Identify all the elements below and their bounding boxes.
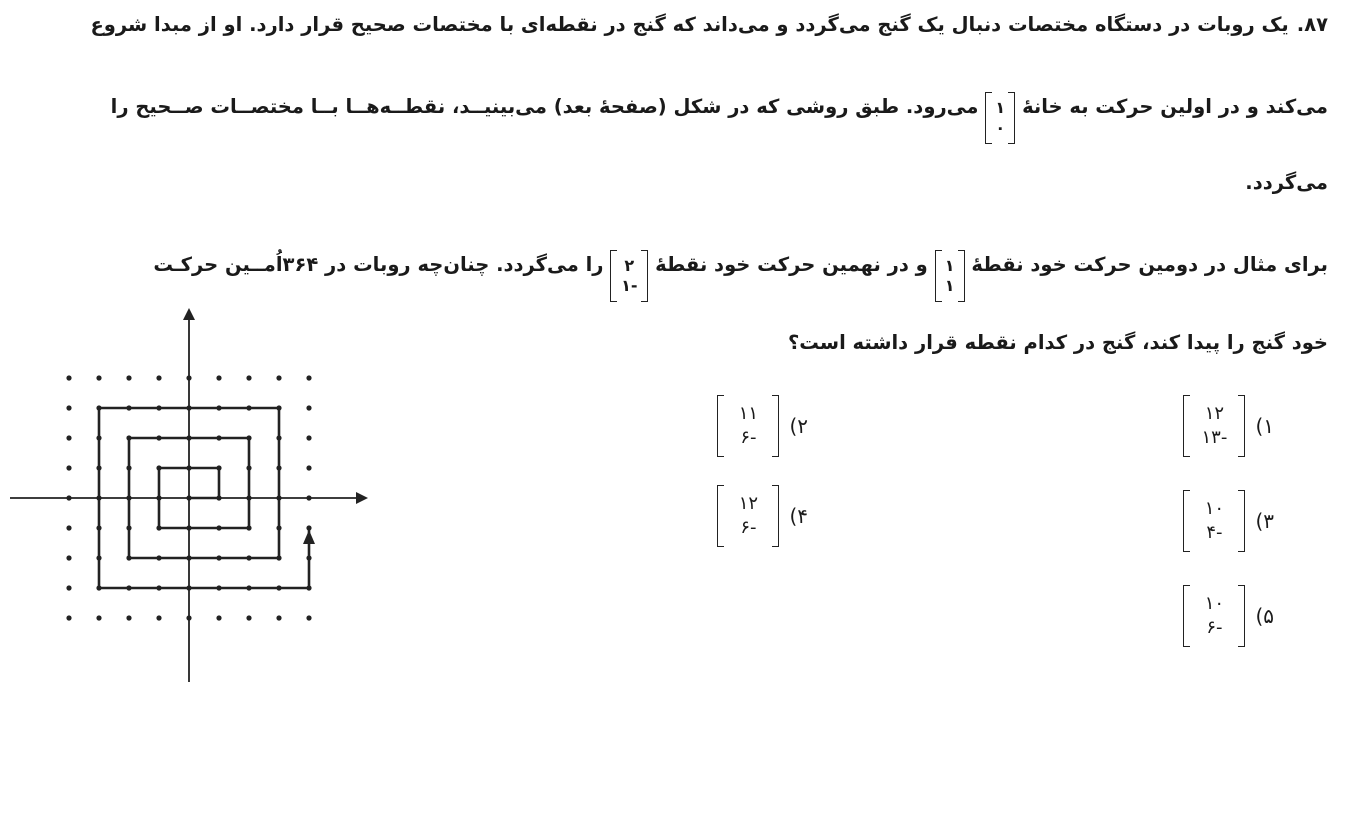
option-label: ۵) (1255, 604, 1274, 628)
grid-dot (66, 555, 71, 560)
vector-top: ۱ (944, 256, 955, 275)
grid-dot (276, 375, 281, 380)
option-vector (717, 485, 779, 547)
grid-dot (66, 375, 71, 380)
grid-dot (66, 405, 71, 410)
vector-bottom: ۱ (944, 276, 955, 295)
grid-dot (66, 585, 71, 590)
option-3[interactable] (1183, 490, 1274, 552)
question-line-2 (111, 92, 1328, 144)
option-5[interactable] (1183, 585, 1274, 647)
question-line-5 (788, 328, 1328, 358)
question-text-4b: و در نهمین حرکت خود نقطهٔ (655, 253, 928, 276)
question-line-4 (153, 250, 1328, 302)
grid-dot (306, 375, 311, 380)
grid-dot (126, 615, 131, 620)
question-line-1 (90, 10, 1328, 40)
option-vector (1183, 585, 1245, 647)
question-text-3: می‌گردد. (1245, 171, 1328, 194)
grid-dot (246, 615, 251, 620)
option-bottom: -۶ (1206, 617, 1223, 638)
grid-dot (306, 405, 311, 410)
question-text-4a: برای مثال در دومین حرکت خود نقطهٔ (971, 253, 1328, 276)
option-top: ۱۰ (1204, 498, 1225, 519)
grid-dot (216, 375, 221, 380)
option-label: ۴) (789, 504, 808, 528)
grid-dot (306, 615, 311, 620)
option-bottom: -۶ (740, 517, 757, 538)
question-text-2b: می‌رود. طبق روشی که در شکل (صفحهٔ بعد) می‌بینیــد، نقطــه‌هــا بــا مختصــات صــحیح را (110, 95, 979, 118)
question-text-2a: می‌کند و در اولین حرکت به خانهٔ (1022, 95, 1328, 118)
option-label: ۲) (789, 414, 808, 438)
option-vector (1183, 490, 1245, 552)
grid-dot (66, 525, 71, 530)
option-bottom: -۴ (1206, 522, 1223, 543)
question-text-1: یک روبات در دستگاه مختصات دنبال یک گنج می‌گردد و می‌داند که گنج در نقطه‌ای با مختصات صحیح قرار دارد. او از مبدا شروع (90, 13, 1289, 36)
grid-dot (246, 375, 251, 380)
vector-second-move (935, 250, 965, 302)
option-1[interactable] (1183, 395, 1274, 457)
vector-bottom: ۰ (995, 118, 1006, 137)
y-axis-arrow-icon (183, 308, 195, 320)
grid-dot (126, 375, 131, 380)
grid-dot (96, 615, 101, 620)
vector-ninth-move (610, 250, 648, 302)
question-text-5: خود گنج را پیدا کند، گنج در کدام نقطه قرار داشته است؟ (787, 331, 1328, 354)
vector-first-move (985, 92, 1015, 144)
grid-dot (156, 615, 161, 620)
option-4[interactable] (717, 485, 808, 547)
question-text-4c: را می‌گردد. چنان‌چه روبات در ۳۶۴اُمــین حرکـت (153, 253, 604, 276)
grid-dot (96, 375, 101, 380)
x-axis-arrow-icon (356, 492, 368, 504)
option-label: ۳) (1255, 509, 1274, 533)
question-line-3 (1245, 168, 1328, 198)
grid-dot (306, 465, 311, 470)
option-vector (1183, 395, 1245, 457)
spiral-arrow-icon (303, 530, 315, 544)
vector-top: ۱ (995, 98, 1006, 117)
vector-bottom: -۱ (621, 276, 638, 295)
option-vector (717, 395, 779, 457)
spiral-grid-figure (0, 300, 380, 690)
grid-dot (156, 375, 161, 380)
option-label: ۱) (1255, 414, 1274, 438)
option-top: ۱۰ (1204, 593, 1225, 614)
option-top: ۱۲ (1204, 403, 1225, 424)
grid-dot (66, 435, 71, 440)
option-top: ۱۲ (738, 493, 759, 514)
option-2[interactable] (717, 395, 808, 457)
option-top: ۱۱ (738, 403, 759, 424)
option-bottom: -۱۳ (1201, 427, 1228, 448)
grid-dot (306, 435, 311, 440)
grid-dot (66, 615, 71, 620)
question-number: ۸۷. (1296, 13, 1328, 36)
vector-top: ۲ (624, 256, 635, 275)
option-bottom: -۶ (740, 427, 757, 448)
grid-dot (66, 465, 71, 470)
grid-dot (276, 615, 281, 620)
grid-dot (216, 615, 221, 620)
